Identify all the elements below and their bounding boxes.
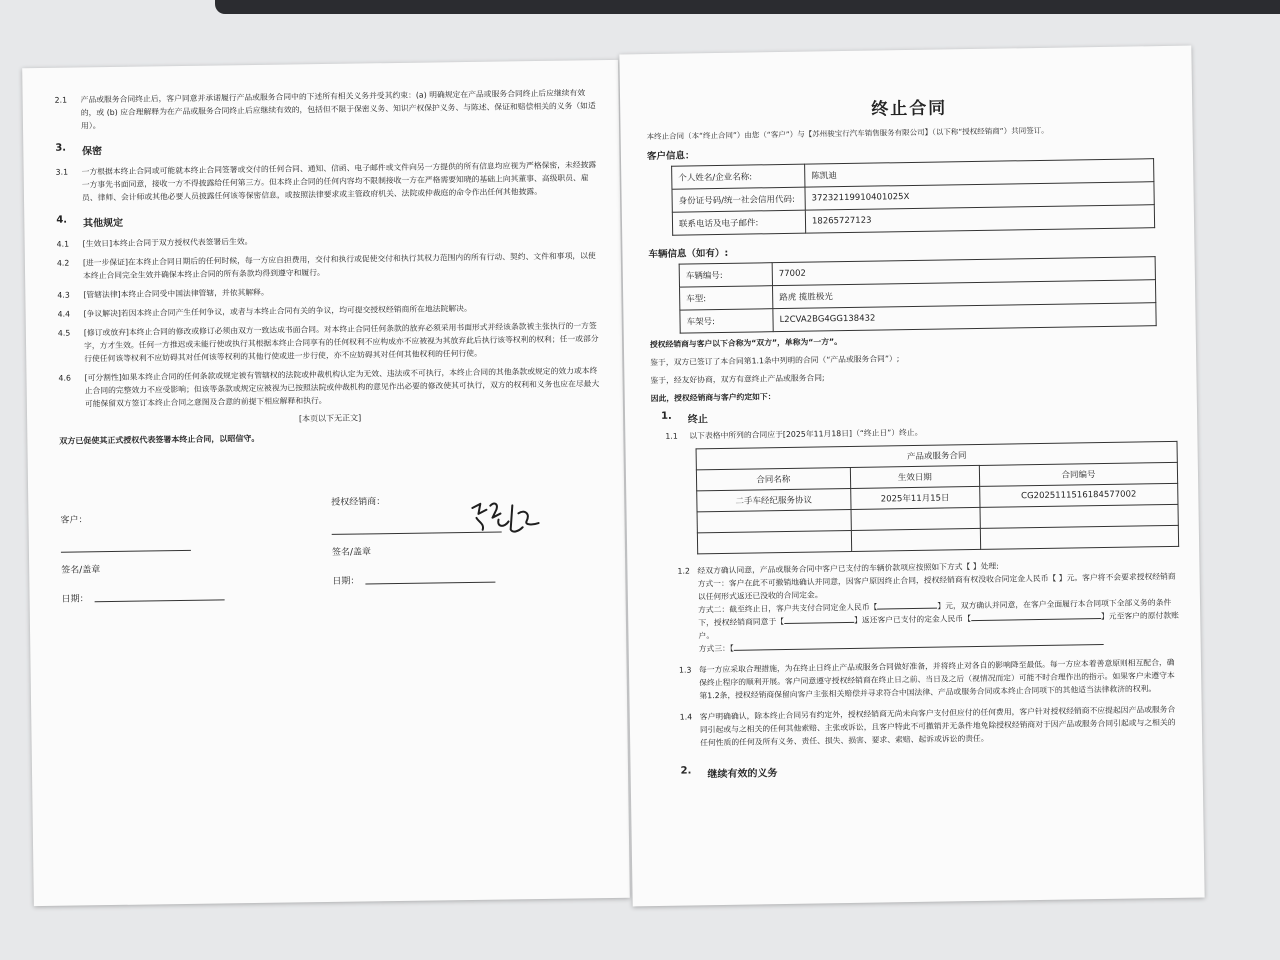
method-3-blank[interactable] [734, 644, 1104, 651]
section-2-heading: 2. 继续有效的义务 [680, 765, 778, 781]
contract-table [696, 441, 1180, 555]
parties-definition: 授权经销商与客户以下合称为“双方”，单称为“一方”。 [649, 337, 842, 350]
name-value: 陈凯迪 [805, 159, 1154, 187]
dealer-date-line[interactable] [365, 572, 495, 585]
document-intro: 本终止合同（本“终止合同”）由您（“客户”）与【苏州骏宝行汽车销售服务有限公司】（以下称“授权经销商”）共同签订。 [646, 125, 1049, 142]
table-cell: 2025年11月15日 [850, 486, 979, 509]
whereas-2: 鉴于，经友好协商，双方有意终止产品或服务合同; [650, 373, 825, 386]
vin-value: L2CVA2BG4GG138432 [773, 303, 1156, 332]
whereas-1: 鉴于，双方已签订了本合同第1.1条中列明的合同（“产品或服务合同”）; [650, 354, 900, 368]
clause-1-2: 1.2 经双方确认同意，产品或服务合同中客户已支付的车辆价款项应按照如下方式【 】处理: 方式一：客户在此不可撤销地确认并同意，因客户原因终止合同，授权经销商有权没收合同定金人民币【 】元。客户将不会要求授权经销商以任何形式返还已没收的合同定金。 方式二：截至终止日，客户共支付合同定金人民币【 】元，双方确认并同意，在客户全面履行本合同项下全部义务的条件下，授权经销商同意于【 】返还客户已支付的定金人民币【 】元至客户的原付款账户。 方式三：【 [653, 557, 1180, 656]
witness-line: 双方已促使其正式授权代表签署本终止合同，以昭信守。 [59, 433, 260, 446]
dealer-sign-seal-label: 签名/盖章 [331, 547, 372, 558]
customer-info-heading: 客户信息： [646, 150, 695, 163]
section-1-heading: 1. 终止 [660, 410, 708, 426]
vin-label: 车架号: [680, 309, 773, 333]
refund-amount-blank[interactable] [877, 608, 937, 610]
clause-4-2: 4.2 [进一步保证]在本终止合同日期后的任何时候，每一方应自担费用，交付和执行或促使交付和执行其权力范围内的所有行动、契约、文件和事项，以使本终止合同完全生效并确保本终止合同的所有条款均得到遵守和履行。 [56, 251, 596, 281]
table-cell [980, 525, 1178, 549]
table-cell [851, 507, 980, 530]
contract-table-caption: 产品或服务合同 [696, 441, 1177, 470]
contact-label: 联系电话及电子邮件: [672, 210, 805, 235]
customer-signature-line[interactable] [61, 540, 191, 553]
method-2: 方式二：截至终止日，客户共支付合同定金人民币【 】元，双方确认并同意，在客户全面履行本合同项下全部义务的条件下，授权经销商同意于【 】返还客户已支付的定金人民币【 】元至客户的原付款账户。 [698, 597, 1179, 641]
clause-1-3: 1.3 每一方应采取合理措施，为在终止日终止产品或服务合同做好准备，并将终止对各自的影响降至最低。每一方应本着善意原则相互配合，确保终止程序的顺利开展。客户同意遵守授权经销商在终止日之前、当日及之后（视情况而定）可能不时合理作出的指示。如果客户未遵守本第1.2条，授权经销商保留向客户主张相关赔偿并寻求符合中国法律、产品或服务合同或本终止合同项下的其他适当法律救济的权利。 [678, 657, 1175, 701]
section-4-heading: 4. 其他规定 [56, 214, 124, 230]
clause-4-3: 4.3 [管辖法律]本终止合同受中国法律管辖，并依其解释。 [57, 287, 269, 300]
customer-info-table [671, 158, 1155, 236]
clause-4-1: 4.1 [生效日]本终止合同于双方授权代表签署后生效。 [56, 237, 253, 249]
clause-3-1: 3.1 一方根据本终止合同或可能就本终止合同签署或交付的任何合同、通知、信函、电子邮件或文件向另一方提供的所有信息均应视为严格保密，未经披露一方事先书面同意，接收一方不得披露给任何第三方。但本终止合同的任何内容均不限制接收一方在严格需要知晓的基础上向其董事、高级职员、雇员、律师、会计师或其他必要人员披露任何该等保密信息，或按照法律要求或主管政府机关、法院或仲裁庭的命令作出任何其他披露。 [55, 160, 597, 203]
therefore-line: 因此，授权经销商与客户约定如下： [650, 392, 776, 404]
table-cell [697, 530, 851, 553]
table-cell: 二手车经纪服务协议 [697, 488, 851, 511]
table-cell: CG2025111516184577002 [980, 483, 1178, 507]
handwritten-signature [468, 499, 549, 544]
vehicle-number-label: 车辆编号: [679, 263, 772, 287]
name-label: 个人姓名/企业名称: [672, 164, 805, 189]
refund-deposit-blank[interactable] [971, 618, 1101, 621]
dealer-date-label: 日期： [332, 576, 360, 587]
vehicle-model-value: 路虎 揽胜极光 [772, 280, 1155, 309]
customer-label: 客户： [60, 515, 88, 526]
vehicle-info-table [679, 256, 1157, 333]
column-header-effective-date: 生效日期 [850, 465, 979, 488]
customer-signature-column [60, 495, 333, 617]
id-label: 身份证号码/统一社会信用代码: [672, 187, 805, 212]
table-cell [697, 509, 851, 532]
vehicle-number-value: 77002 [772, 257, 1155, 286]
dealer-label: 授权经销商： [331, 497, 386, 508]
clause-4-4: 4.4 [争议解决]若因本终止合同产生任何争议，或者与本终止合同有关的争议，均可提交授权经销商所在地法院解决。 [57, 303, 472, 319]
clause-1-2-intro: 经双方确认同意，产品或服务合同中客户已支付的车辆价款项应按照如下方式【 】处理: [697, 561, 999, 576]
left-page [22, 60, 630, 906]
customer-date-row [61, 588, 332, 605]
method-1: 方式一：客户在此不可撤销地确认并同意，因客户原因终止合同，授权经销商有权没收合同定金人民币【 】元。客户将不会要求授权经销商以任何形式返还已没收的合同定金。 [697, 571, 1176, 602]
clause-4-6: 4.6 [可分割性]如果本终止合同的任何条款或规定被有管辖权的法院或仲裁机构认定为无效、违法或不可执行，本终止合同的其他条款或规定的效力或本终止合同的完整效力不应受影响；但该等条款或规定应被视为已按照法院或仲裁机构的意见作出必要的修改使其可执行，双方的权利和义务也应在尽最大可能保留双方签订本终止合同之意图及合意的前提下相应解释和执行。 [58, 366, 600, 409]
customer-sign-seal-label: 签名/盖章 [61, 565, 101, 576]
clause-1-1: 1.1 以下表格中所列的合同应于[2025年11月18日]（“终止日”）终止。 [665, 427, 923, 441]
customer-date-label: 日期： [61, 594, 89, 605]
right-page [619, 46, 1204, 907]
method-3: 方式三：【 [699, 635, 1181, 656]
section-3-heading: 3. 保密 [55, 142, 103, 158]
clause-1-4: 1.4 客户明确确认，除本终止合同另有约定外，授权经销商无尚未向客户支付但应付的任何费用，客户针对授权经销商不应提起因产品或服务合同引起或与之相关的任何其他索赔、主张或诉讼，且客户特此不可撤销并无条件地免除授权经销商对于因产品或服务合同引起或与之相关的任何性质的任何及所有义务、责任、损失、损害、要求、索赔、起诉或诉讼的责任。 [679, 704, 1176, 748]
dealer-date-row [332, 570, 603, 587]
column-header-contract-name: 合同名称 [696, 467, 850, 490]
document-title: 终止合同 [871, 98, 948, 120]
contact-value: 18265727123 [805, 205, 1154, 233]
no-more-text-note: [本页以下无正文] [298, 413, 362, 424]
table-cell [851, 528, 980, 551]
vehicle-model-label: 车型: [680, 286, 773, 310]
laptop-edge [215, 0, 1280, 14]
clause-2-1: 2.1 产品或服务合同终止后，客户同意并承诺履行产品或服务合同中的下述所有相关义务并受其约束：(a) 明确规定在产品或服务合同终止后应继续有效的，或 (b) 应合理解释为在产品或服务合同终止后应继续有效的，包括但不限于保密义务、知识产权保护义务、与陈述、保证和赔偿相关的义务（如适用）。 [54, 88, 596, 131]
vehicle-info-heading: 车辆信息（如有）: [648, 247, 729, 261]
clause-4-5: 4.5 [修订或放弃]本终止合同的修改或修订必须由双方一致达成书面合同。对本终止合同任何条款的放弃必须采用书面形式并经该条款被主张执行的一方签字，方才生效。任何一方推迟或未能行使或执行其根据本终止合同享有的任何权利不应构成亦不应被视为其放弃此后执行该等权利的权利；任一或部分行使任何该等权利不应妨碍其对任何该等权利的其他行使或进一步行使，亦不应妨碍其对任何其他权利的任何行使。 [57, 321, 599, 364]
refund-date-blank[interactable] [784, 622, 854, 624]
column-header-contract-number: 合同编号 [979, 462, 1177, 486]
customer-date-line[interactable] [95, 589, 225, 602]
id-value: 37232119910401025X [805, 182, 1154, 210]
